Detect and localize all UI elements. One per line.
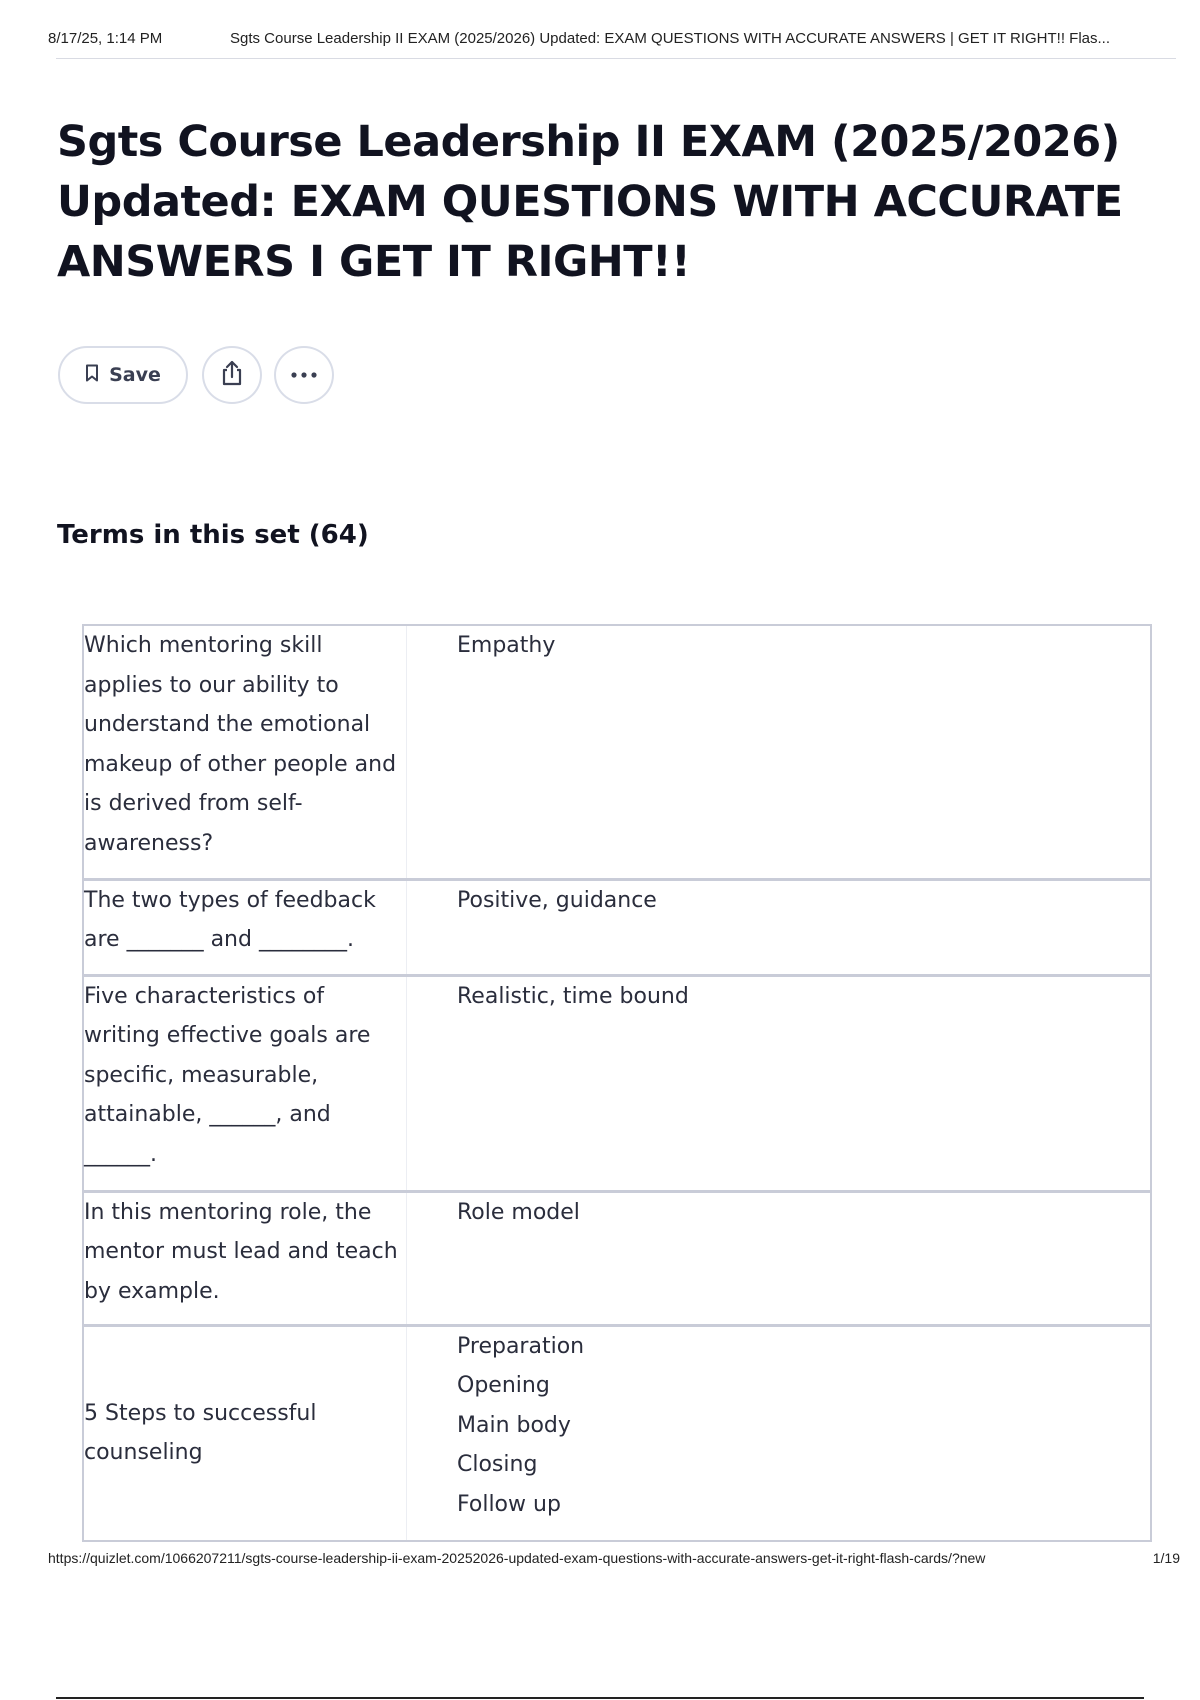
definition-line: Positive, guidance — [457, 887, 657, 913]
definition-text — [407, 879, 1152, 975]
term-row — [83, 1191, 1151, 1325]
definition-text — [407, 975, 1152, 1191]
page-number: 1/19 — [1152, 1550, 1180, 1566]
terms-table — [82, 624, 1152, 1542]
print-url: https://quizlet.com/1066207211/sgts-course-leadership-ii-exam-20252026-updated-exam-questions-with-accurate-answers-get-it-right-flash-cards/?new — [48, 1550, 986, 1566]
share-button[interactable] — [202, 346, 262, 404]
term-row — [83, 975, 1151, 1191]
term-text: In this mentoring role, the mentor must lead and teach by example. — [83, 1191, 407, 1325]
share-icon — [219, 359, 245, 392]
term-text: The two types of feedback are _______ and ________. — [83, 879, 407, 975]
term-text: Five characteristics of writing effective goals are specific, measurable, attainable, ______, and ______. — [83, 975, 407, 1191]
definition-line: Role model — [457, 1199, 580, 1225]
terms-heading: Terms in this set (64) — [57, 520, 369, 550]
definition-line: Preparation — [457, 1333, 585, 1359]
term-row — [83, 625, 1151, 879]
more-horizontal-icon — [290, 366, 318, 384]
definition-line: Closing — [457, 1452, 538, 1477]
term-row — [83, 1325, 1151, 1541]
bookmark-icon — [85, 364, 99, 387]
definition-text — [407, 1191, 1152, 1325]
print-header — [48, 30, 1160, 52]
page-title: Sgts Course Leadership II EXAM (2025/2026) Updated: EXAM QUESTIONS WITH ACCURATE ANSWERS I GET IT RIGHT!! — [57, 117, 1123, 287]
term-row — [83, 879, 1151, 975]
definition-text — [407, 1325, 1152, 1541]
definition-line: Realistic, time bound — [457, 983, 689, 1009]
more-options-button[interactable] — [274, 346, 334, 404]
save-label: Save — [109, 364, 161, 386]
term-text: 5 Steps to successful counseling — [83, 1325, 407, 1541]
term-text: Which mentoring skill applies to our ability to understand the emotional makeup of other people and is derived from self-awareness? — [83, 625, 407, 879]
definition-line: Follow up — [457, 1491, 561, 1517]
header-divider — [56, 58, 1176, 59]
definition-line: Opening — [457, 1373, 550, 1398]
definition-text — [407, 625, 1152, 879]
definition-line: Empathy — [457, 633, 556, 658]
print-tab-title: Sgts Course Leadership II EXAM (2025/2026) Updated: EXAM QUESTIONS WITH ACCURATE ANSWERS | GET IT RIGHT!! Flas... — [230, 30, 1111, 47]
save-button[interactable] — [58, 346, 188, 404]
bottom-divider — [56, 1697, 1144, 1699]
definition-line: Main body — [457, 1412, 571, 1438]
print-date: 8/17/25, 1:14 PM — [48, 30, 163, 47]
